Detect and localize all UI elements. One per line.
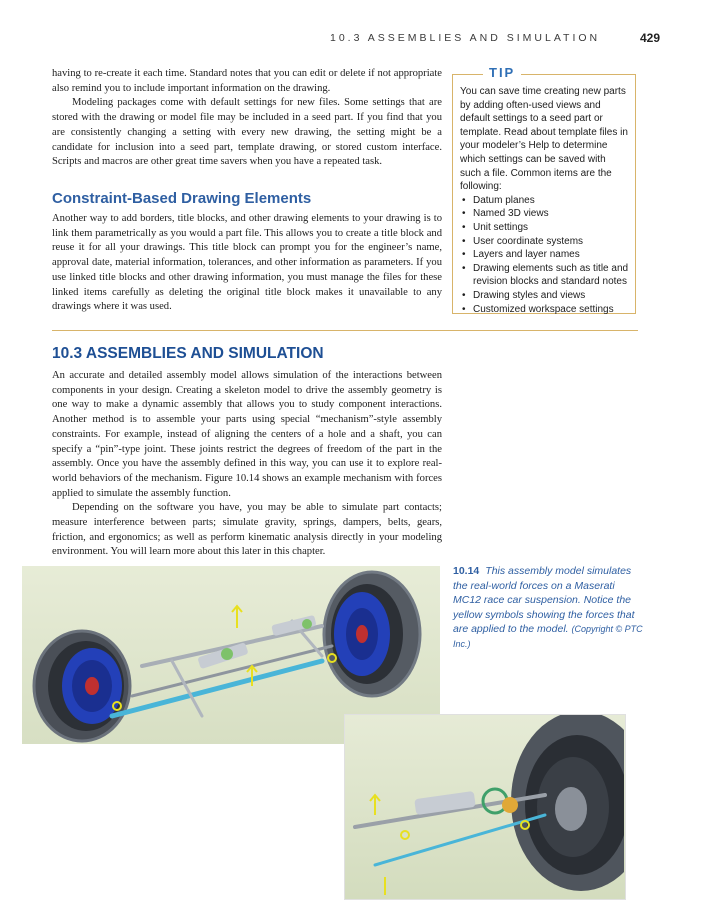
tip-item: • Customized workspace settings (460, 303, 629, 317)
tip-item: • Drawing styles and views (460, 289, 629, 303)
running-head-title: 10.3 ASSEMBLIES AND SIMULATION (330, 32, 601, 44)
assemblies-paragraph-1: An accurate and detailed assembly model allows simulation of the interactions between components in your design. Creating a skeleton model to drive the assembly geometry is one way to make a dynamic assembly that allows you to study component interactions. Another method is to assemble your parts using special “mechanism”-style assembly constraints. For example, instead of aligning the centers of a hole and a shaft, you can specify a “pin”-type joint. These joints restrict the degrees of freedom of the part in the assembly. Once you have the assembly defined in this way, you can use it to explore real-world behaviors of the mechanism. Figure 10.14 shows an example mechanism with forces applied to simulate the assembly function. (52, 370, 442, 499)
suspension-inset-figure (344, 714, 626, 900)
figure-copyright: (Copyright © PTC Inc.) (453, 624, 643, 649)
tip-list (460, 194, 629, 316)
page-number: 429 (639, 31, 660, 45)
intro-paragraph-1: having to re-create it each time. Standard notes that you can edit or delete if not appropriate also remind you to include important information on the drawing. (52, 68, 442, 94)
tip-item: • Datum planes (460, 194, 629, 208)
intro-paragraph-2: Modeling packages come with default settings for new files. Some settings that are stored with the drawing or model file may be included in a seed part. If you find that you are consistently changing a setting with every new drawing, the setting might be a candidate for inclusion into a seed part, template drawing, or stored custom interface. Scripts and macros are other great time savers when you have a repeated task. (52, 97, 442, 168)
left-wheel (34, 631, 130, 741)
suspension-inset-image (345, 715, 624, 898)
section-heading: 10.3 ASSEMBLIES AND SIMULATION (52, 345, 324, 362)
tip-item: • Layers and layer names (460, 248, 629, 262)
constraint-body (52, 212, 442, 315)
tip-item: • Named 3D views (460, 207, 629, 221)
running-head (330, 32, 660, 44)
tip-item: • Unit settings (460, 221, 629, 235)
section-divider (52, 330, 638, 331)
figure-number: 10.14 (453, 565, 480, 577)
constraint-paragraph: Another way to add borders, title blocks, and other drawing elements to your drawing is to link them parametrically as you would a part file. This allows you to create a title block and reuse it for all your drawings. This title block can prompt you for the engineer’s name, approval date, material information, tolerances, and other information as parameters. If you use linked title blocks and other drawing information, you must manage the files for these linked items carefully as deleting the original title block makes it unavailable to any drawings where it was used. (52, 213, 442, 313)
suspension-links (112, 621, 332, 716)
tip-intro: You can save time creating new parts by adding often-used views and default settings to a seed part or template. Read about template files in your modeler’s Help to determine which settings can be saved with such a file. Common items are the following: (460, 86, 628, 193)
intro-text (52, 67, 442, 170)
tip-item: • User coordinate systems (460, 235, 629, 249)
tip-item: • Drawing elements such as title and revision blocks and standard notes (460, 262, 629, 289)
right-wheel (324, 572, 420, 696)
figure-caption-text: This assembly model simulates the real-world forces on a Maserati MC12 race car suspension. Notice the yellow symbols showing the forces that are applied to the model. (453, 565, 635, 636)
tip-title: TIP (483, 66, 521, 80)
inset-wheel (511, 715, 624, 891)
constraint-heading: Constraint-Based Drawing Elements (52, 190, 312, 207)
figure-caption (453, 564, 643, 652)
tip-box (452, 65, 636, 315)
assemblies-body (52, 369, 442, 560)
assemblies-paragraph-2: Depending on the software you have, you may be able to simulate part contacts; measure interference between parts; simulate gravity, springs, dampers, belts, gears, friction, and ergonomics; as well as perform kinematic analysis directly in your modeling environment. You will learn more about this later in this chapter. (52, 502, 442, 558)
